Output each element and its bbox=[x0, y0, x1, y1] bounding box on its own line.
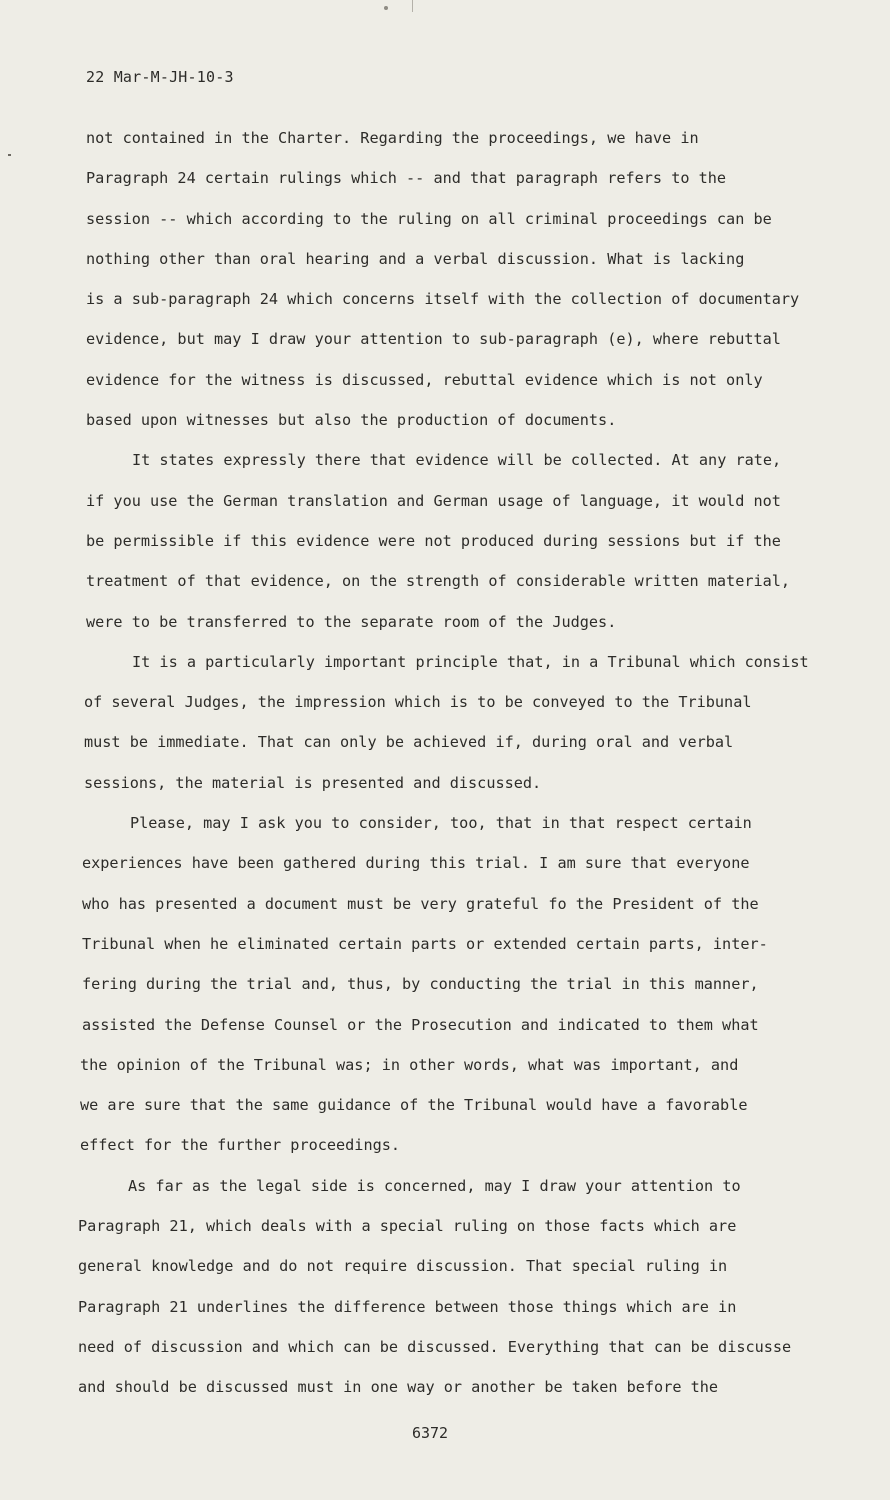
transcript-line: need of discussion and which can be discussed. Everything that can be discusse bbox=[78, 1337, 792, 1356]
transcript-line: It is a particularly important principle that, in a Tribunal which consist bbox=[132, 652, 809, 671]
transcript-line: were to be transferred to the separate room of the Judges. bbox=[86, 612, 617, 631]
transcript-line: and should be discussed must in one way or another be taken before the bbox=[78, 1378, 719, 1397]
transcript-line: who has presented a document must be very grateful fo the President of the bbox=[82, 894, 759, 913]
transcript-line: be permissible if this evidence were not produced during sessions but if the bbox=[86, 531, 781, 550]
transcript-line: based upon witnesses but also the production of documents. bbox=[86, 411, 617, 430]
transcript-line: if you use the German translation and German usage of language, it would not bbox=[86, 491, 781, 510]
transcript-line: is a sub-paragraph 24 which concerns itself with the collection of documentary bbox=[86, 290, 800, 309]
transcript-line: It states expressly there that evidence will be collected. At any rate, bbox=[132, 451, 782, 470]
transcript-line: not contained in the Charter. Regarding the proceedings, we have in bbox=[86, 129, 699, 147]
transcript-line: Paragraph 24 certain rulings which -- and that paragraph refers to the bbox=[86, 169, 727, 188]
transcript-line: nothing other than oral hearing and a verbal discussion. What is lacking bbox=[86, 249, 745, 268]
document-reference: 22 Mar-M-JH-10-3 bbox=[86, 68, 234, 86]
transcript-line: evidence for the witness is discussed, rebuttal evidence which is not only bbox=[86, 370, 763, 389]
transcript-line: assisted the Defense Counsel or the Prosecution and indicated to them what bbox=[82, 1015, 759, 1034]
transcript-line: Paragraph 21, which deals with a special ruling on those facts which are bbox=[78, 1217, 737, 1236]
page-number: 6372 bbox=[411, 1424, 449, 1442]
transcript-body bbox=[78, 118, 848, 1408]
transcript-line: experiences have been gathered during this trial. I am sure that everyone bbox=[82, 854, 750, 873]
margin-mark bbox=[8, 154, 11, 156]
transcript-line: Paragraph 21 underlines the difference between those things which are in bbox=[78, 1297, 737, 1316]
transcript-line: Tribunal when he eliminated certain parts or extended certain parts, inter- bbox=[82, 934, 768, 953]
transcript-line: effect for the further proceedings. bbox=[80, 1136, 401, 1155]
transcript-line: As far as the legal side is concerned, may I draw your attention to bbox=[128, 1176, 741, 1195]
transcript-line: evidence, but may I draw your attention to sub-paragraph (e), where rebuttal bbox=[86, 330, 781, 349]
transcript-line: fering during the trial and, thus, by conducting the trial in this manner, bbox=[82, 975, 759, 994]
transcript-line: general knowledge and do not require discussion. That special ruling in bbox=[78, 1257, 728, 1276]
transcript-line: of several Judges, the impression which is to be conveyed to the Tribunal bbox=[84, 693, 752, 712]
transcript-line: sessions, the material is presented and discussed. bbox=[84, 773, 542, 792]
transcript-line: must be immediate. That can only be achieved if, during oral and verbal bbox=[84, 733, 734, 752]
transcript-line: we are sure that the same guidance of the Tribunal would have a favorable bbox=[80, 1096, 748, 1115]
transcript-line: Please, may I ask you to consider, too, that in that respect certain bbox=[130, 814, 752, 833]
binding-line-mark bbox=[412, 0, 413, 12]
transcript-line: treatment of that evidence, on the strength of considerable written material, bbox=[86, 572, 791, 591]
transcript-line: the opinion of the Tribunal was; in other words, what was important, and bbox=[80, 1055, 739, 1074]
binding-hole-mark bbox=[384, 6, 388, 10]
transcript-line: session -- which according to the ruling on all criminal proceedings can be bbox=[86, 209, 772, 228]
